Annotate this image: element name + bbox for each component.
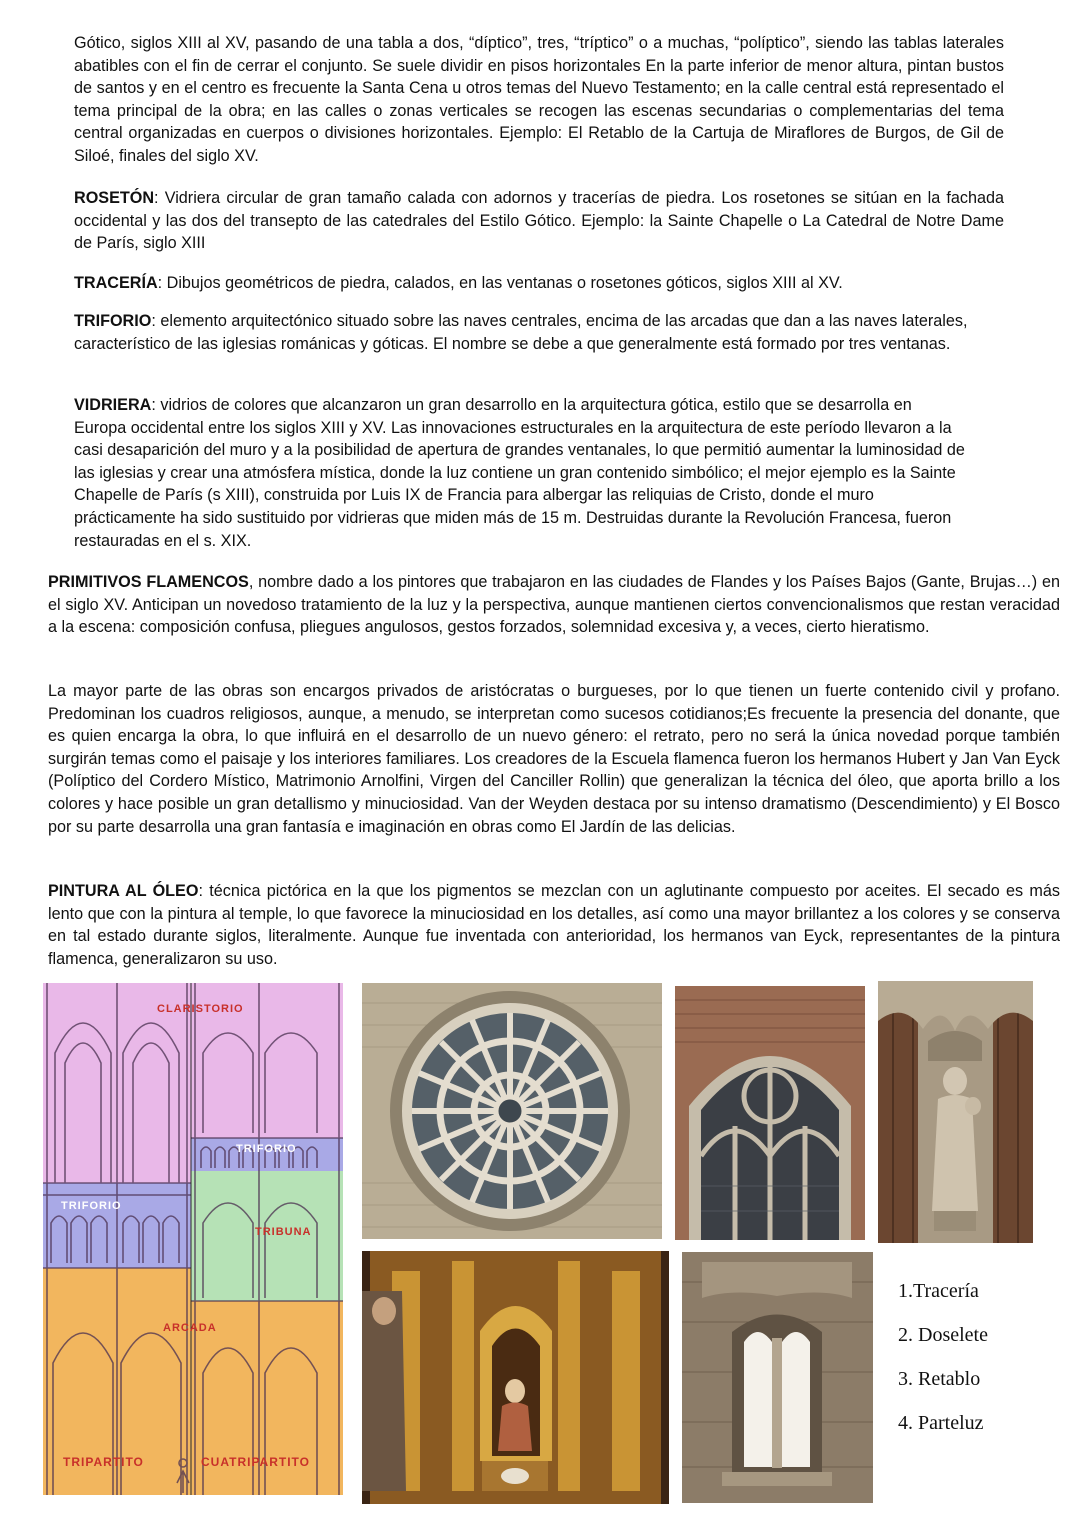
diagram-label-tripartito: TRIPARTITO	[63, 1455, 144, 1469]
image-legend	[898, 1276, 988, 1452]
paragraph-traceria: TRACERÍA: Dibujos geométricos de piedra, calados, en las ventanas o rosetones góticos, siglos XIII al XV.	[74, 274, 843, 292]
tracery-window-photo	[675, 986, 865, 1240]
diagram-label-tribuna: TRIBUNA	[255, 1226, 312, 1238]
term-pintura-oleo: PINTURA AL ÓLEO	[48, 882, 199, 900]
paragraph-pintura-oleo: PINTURA AL ÓLEO: técnica pictórica en la que los pigmentos se mezclan con un aglutinante compuesto por aceites. El secado es más lento que con la pintura al temple, lo que favorece la minuciosidad en los detalles, así como una mayor brillantez a los colores y se conserva en tal estado durante siglos, literalmente. Aunque fue inventada con anterioridad, los hermanos van Eyck, representantes de la pintura flamenca, generalizaron su uso.	[48, 882, 1061, 968]
diagram-label-triforio-right: TRIFORIO	[236, 1143, 297, 1155]
legend-item-retablo: 3. Retablo	[898, 1368, 981, 1390]
legend-item-parteluz: 4. Parteluz	[898, 1412, 984, 1434]
gothic-elevation-diagram	[43, 983, 343, 1495]
diagram-label-claristorio: CLARISTORIO	[157, 1003, 244, 1015]
term-roseton: ROSETÓN	[74, 189, 155, 207]
paragraph-vidriera: VIDRIERA: vidrios de colores que alcanzaron un gran desarrollo en la arquitectura gótica, estilo que se desarrolla en Europa occidental entre los siglos XIII y XV. Las innovaciones estructurales en la arquitectura de este período llevaron a la casi desaparición del muro y a la posibilidad de apertura de grandes ventanales, lo que permitió aumentar la luminosidad de las iglesias y crear una atmósfera mística, donde la luz contiene un gran contenido simbólico; el mejor ejemplo es la Sainte Chapelle de París (s XIII), construida por Luis IX de Francia para albergar las reliquias de Cristo, donde el muro prácticamente ha sido sustituido por vidrieras que miden más de 15 m. Destruidas durante la Revolución Francesa, fueron restauradas en el s. XIX.	[74, 396, 965, 550]
paragraph-primitivos-flamencos: PRIMITIVOS FLAMENCOS, nombre dado a los pintores que trabajaron en las ciudades de Flandes y los Países Bajos (Gante, Brujas…) en el siglo XV. Anticipan un novedoso tratamiento de la luz y la perspectiva, aunque mantienen ciertos convencionalismos que restan veracidad a la escena: composición confusa, pliegues angulosos, gestos forzados, solemnidad excesiva y, a veces, cierto hieratismo.	[48, 573, 1060, 637]
term-triforio: TRIFORIO	[74, 312, 152, 330]
term-vidriera: VIDRIERA	[74, 396, 152, 414]
paragraph-mayor-parte: La mayor parte de las obras son encargos privados de aristócratas o burgueses, por lo que tienen un fuerte contenido civil y profano. Predominan los cuadros religiosos, aunque, a menudo, se interpretan como sucesos cotidianos;Es frecuente la presencia del donante, que es quien encarga la obra, lo que influirá en el desarrollo de un nuevo género: el retrato, pero no será la única novedad porque también surgirán temas como el paisaje y los interiores familiares. Los creadores de la Escuela flamenca fueron los hermanos Hubert y Jan Van Eyck (Políptico del Cordero Místico, Matrimonio Arnolfini, Virgen del Canciller Rollin) que generalizan la técnica del óleo, que aporta brillo a los colores y hace posible un gran detallismo y minuciosidad. Van der Weyden destaca por su intenso dramatismo (Descendimiento) y El Bosco por su parte desarrolla una gran fantasía e imaginación en obras como El Jardín de las delicias.	[48, 682, 1060, 836]
diagram-label-triforio-left: TRIFORIO	[61, 1200, 122, 1212]
term-traceria: TRACERÍA	[74, 274, 158, 292]
diagram-label-cuatripartito: CUATRIPARTITO	[201, 1455, 310, 1469]
legend-item-doselete: 2. Doselete	[898, 1324, 988, 1346]
paragraph-triforio: TRIFORIO: elemento arquitectónico situado sobre las naves centrales, encima de las arcadas que dan a las naves laterales, característico de las iglesias románicas y góticas. El nombre se debe a que generalmente está formado por tres ventanas.	[74, 312, 968, 353]
parteluz-window-photo	[682, 1252, 873, 1503]
paragraph-roseton: ROSETÓN: Vidriera circular de gran tamaño calada con adornos y tracerías de piedra. Los rosetones se sitúan en la fachada occidental y las dos del transepto de las catedrales del Estilo Gótico. Ejemplo: la Sainte Chapelle o La Catedral de Notre Dame de París, siglo XIII	[74, 189, 1004, 253]
paragraph-retablo-continuation: Gótico, siglos XIII al XV, pasando de una tabla a dos, “díptico”, tres, “tríptico” o a muchas, “políptico”, siendo las tablas laterales abatibles con el fin de cerrar el conjunto. Se suele dividir en pisos horizontales En la parte inferior de menor altura, pintan bustos de santos y en el centro es frecuente la Santa Cena u otros temas del Nuevo Testamento; en la calle central está representado el tema principal de la obra; en las calles o zonas verticales se recogen las escenas secundarias o complementarias del tema central organizadas en cuerpos o divisiones horizontales. Ejemplo: El Retablo de la Cartuja de Miraflores de Burgos, de Gil de Siloé, finales del siglo XV.	[74, 34, 1004, 165]
retablo-photo	[362, 1251, 669, 1504]
diagram-label-arcada: ARCADA	[163, 1322, 217, 1334]
doselete-statue-photo	[878, 981, 1033, 1243]
legend-item-traceria: 1.Tracería	[898, 1280, 979, 1302]
rose-window-photo	[362, 983, 662, 1239]
term-primitivos-flamencos: PRIMITIVOS FLAMENCOS	[48, 573, 249, 591]
